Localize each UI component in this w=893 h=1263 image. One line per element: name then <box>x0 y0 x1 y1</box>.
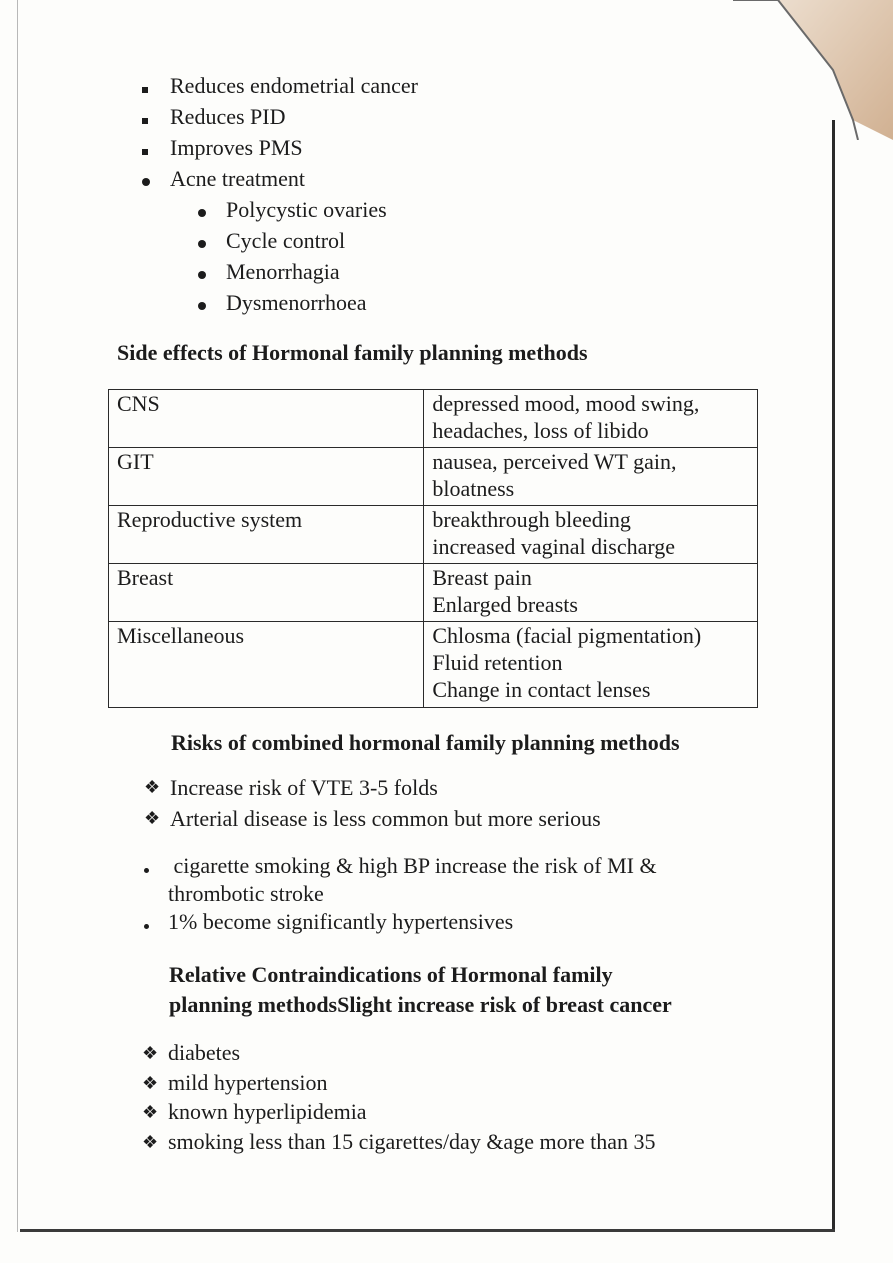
page-left-edge <box>17 0 18 1232</box>
list-item-text: Arterial disease is less common but more serious <box>170 806 601 831</box>
list-item <box>168 852 657 908</box>
list-item-text: smoking less than 15 cigarettes/day &age more than 35 <box>168 1128 656 1154</box>
effects-cell <box>424 506 758 564</box>
risks-heading: Risks of combined hormonal family planning methods <box>171 730 680 755</box>
list-item-text: diabetes <box>168 1040 241 1065</box>
list-item <box>142 1068 656 1098</box>
page-bottom-edge <box>20 1229 835 1232</box>
effects-cell <box>424 564 758 622</box>
four-diamond-bullet-icon: ❖ <box>142 1072 159 1093</box>
list-item <box>142 1127 656 1157</box>
effect-line: Breast pain <box>432 565 532 590</box>
list-item-text: Improves PMS <box>170 135 303 160</box>
four-diamond-bullet-icon: ❖ <box>144 777 161 797</box>
side-effects-heading: Side effects of Hormonal family planning methods <box>117 340 588 365</box>
table-row <box>109 506 758 564</box>
system-cell: Reproductive system <box>109 506 424 564</box>
list-item <box>144 772 601 803</box>
list-item <box>170 101 418 132</box>
list-item <box>142 1097 656 1127</box>
square-bullet-icon <box>142 101 148 132</box>
page-right-edge <box>832 120 835 1232</box>
list-item <box>142 1038 656 1068</box>
round-bullet-icon <box>144 908 149 936</box>
effect-line: headaches, loss of libido <box>432 418 649 443</box>
list-item-text: Acne treatment <box>170 166 305 191</box>
heading-line: Relative Contraindications of Hormonal family <box>169 962 613 987</box>
acne-sub-list <box>226 194 387 318</box>
effect-line: breakthrough bleeding <box>432 507 631 532</box>
square-bullet-icon <box>142 70 148 101</box>
effect-line: increased vaginal discharge <box>432 534 676 559</box>
risks-dot-list <box>168 852 657 936</box>
system-cell: CNS <box>109 390 424 448</box>
table-row <box>109 622 758 708</box>
list-item <box>170 163 418 194</box>
four-diamond-bullet-icon: ❖ <box>142 1043 159 1063</box>
list-item <box>226 256 387 287</box>
benefits-list <box>170 70 418 194</box>
effect-line: nausea, perceived WT gain, <box>432 449 677 474</box>
list-item-text: Reduces endometrial cancer <box>170 73 418 98</box>
table-row <box>109 564 758 622</box>
list-item <box>226 225 387 256</box>
list-item-text: cigarette smoking & high BP increase the risk of MI & <box>168 853 657 878</box>
effect-line: Chlosma (facial pigmentation) <box>432 623 702 648</box>
four-diamond-bullet-icon: ❖ <box>142 1131 159 1152</box>
list-item <box>168 908 657 936</box>
list-item-text: thrombotic stroke <box>168 881 324 906</box>
square-bullet-icon <box>142 132 148 163</box>
table-row <box>109 390 758 448</box>
list-item-text: Menorrhagia <box>226 259 340 284</box>
effects-cell <box>424 390 758 448</box>
effect-line: bloatness <box>432 476 515 501</box>
list-item-text: Reduces PID <box>170 104 286 129</box>
contraindications-list <box>142 1038 656 1156</box>
round-bullet-icon <box>198 225 206 256</box>
effect-line: Change in contact lenses <box>432 677 651 702</box>
list-item-text: Cycle control <box>226 228 346 253</box>
contraindications-heading <box>169 960 672 1020</box>
round-bullet-icon <box>198 194 206 225</box>
system-cell: Miscellaneous <box>109 622 424 708</box>
list-item-text: Increase risk of VTE 3-5 folds <box>170 775 438 800</box>
list-item-text: known hyperlipidemia <box>168 1099 367 1124</box>
list-item <box>170 132 418 163</box>
list-item-text: 1% become significantly hypertensives <box>168 909 514 934</box>
four-diamond-bullet-icon: ❖ <box>142 1102 159 1122</box>
list-item-text: Dysmenorrhoea <box>226 290 367 315</box>
effect-line: depressed mood, mood swing, <box>432 391 700 416</box>
effects-cell <box>424 448 758 506</box>
list-item <box>226 194 387 225</box>
effect-line: Enlarged breasts <box>432 592 578 617</box>
list-item <box>226 287 387 318</box>
list-item <box>170 70 418 101</box>
list-item <box>144 803 601 834</box>
round-bullet-icon <box>198 256 206 287</box>
list-item-text: mild hypertension <box>168 1069 328 1095</box>
page-corner-shadow <box>733 0 893 140</box>
system-cell: Breast <box>109 564 424 622</box>
list-item-text: Polycystic ovaries <box>226 197 387 222</box>
effect-line: Fluid retention <box>432 650 563 675</box>
table-row <box>109 448 758 506</box>
round-bullet-icon <box>198 287 206 318</box>
system-cell: GIT <box>109 448 424 506</box>
side-effects-table <box>108 389 758 708</box>
heading-line: planning methodsSlight increase risk of breast cancer <box>169 992 672 1017</box>
round-bullet-icon <box>142 163 150 194</box>
risks-diamond-list <box>144 772 601 834</box>
round-bullet-icon <box>144 852 149 880</box>
four-diamond-bullet-icon: ❖ <box>144 808 161 828</box>
effects-cell <box>424 622 758 708</box>
